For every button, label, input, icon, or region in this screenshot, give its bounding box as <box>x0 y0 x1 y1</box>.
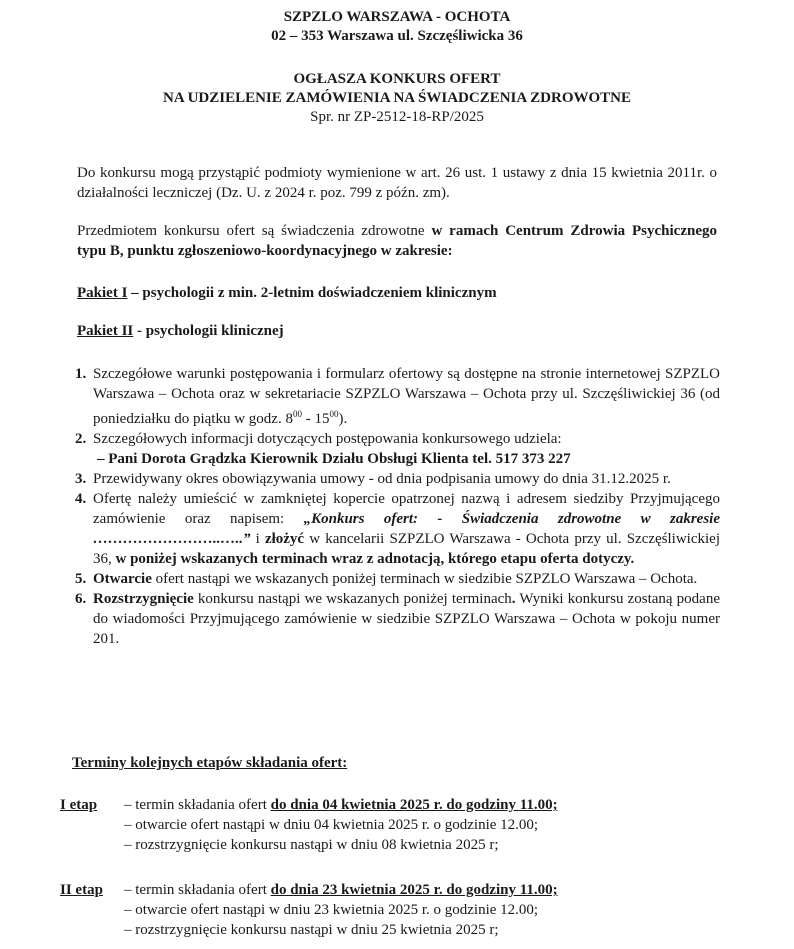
list-item <box>70 569 720 589</box>
package-1 <box>77 285 497 302</box>
list-item <box>70 429 720 449</box>
package-1-text: – psychologii z min. 2-letnim doświadczeniem klinicznym <box>127 285 497 301</box>
deadline-date: do dnia 04 kwietnia 2025 r. do godziny 11.00; <box>270 797 558 813</box>
item-number: 5. <box>75 571 87 587</box>
conditions-list <box>70 364 720 649</box>
item-text: - 15 <box>301 411 330 427</box>
item-number: 1. <box>75 366 87 382</box>
item-number: 2. <box>75 431 87 447</box>
stage-label: I etap <box>60 797 98 813</box>
letterhead <box>0 8 794 46</box>
superscript: 00 <box>292 409 302 419</box>
list-item <box>70 469 720 489</box>
stage-resolution: – rozstrzygnięcie konkursu nastąpi w dniu 08 kwietnia 2025 r; <box>124 837 499 853</box>
stage-lines <box>124 880 740 940</box>
item-bold: Rozstrzygnięcie <box>93 591 194 607</box>
item-text: Szczegółowych informacji dotyczących postępowania konkursowego udziela: <box>93 431 562 447</box>
deadline-date: do dnia 23 kwietnia 2025 r. do godziny 11.00; <box>270 882 558 898</box>
list-item <box>70 364 720 429</box>
item-number: 6. <box>75 591 87 607</box>
stage-1 <box>60 795 740 855</box>
superscript: 00 <box>329 409 339 419</box>
stage-opening: – otwarcie ofert nastąpi w dniu 04 kwietnia 2025 r. o godzinie 12.00; <box>124 817 539 833</box>
title-line-1: OGŁASZA KONKURS OFERT <box>293 71 501 87</box>
item-bold: w poniżej wskazanych terminach wraz z adnotacją, którego etapu oferta dotyczy. <box>115 551 635 567</box>
item-number: 4. <box>75 491 87 507</box>
item-bold: złożyć <box>264 531 305 547</box>
stage-2 <box>60 880 740 940</box>
item-text: Ofertę należy umieścić w zamkniętej kopercie opatrzonej nazwą i adresem siedziby Przyjmującego zamówienie oraz napisem: <box>93 491 720 527</box>
stage-lines <box>124 795 740 855</box>
eligibility-paragraph: Do konkursu mogą przystąpić podmioty wymienione w art. 26 ust. 1 ustawy z dnia 15 kwietnia 2011r. o działalności leczniczej (Dz. U. z 2024 r. poz. 799 z późn. zm). <box>77 165 717 201</box>
stage-deadline <box>124 795 740 815</box>
package-1-label: Pakiet I <box>77 285 128 301</box>
item-text: konkursu nastąpi we wskazanych poniżej terminach <box>193 591 512 607</box>
item-text: ). <box>338 411 348 427</box>
case-reference: Spr. nr ZP-2512-18-RP/2025 <box>310 109 484 125</box>
item-text: w kancelarii SZPZLO Warszawa - Ochota przy ul. Szczęśliwickiej 36, <box>93 531 720 567</box>
item-bold: . <box>511 591 516 607</box>
subject-paragraph <box>77 221 717 261</box>
stage-opening: – otwarcie ofert nastąpi w dniu 23 kwietnia 2025 r. o godzinie 12.00; <box>124 902 539 918</box>
item-number: 3. <box>75 471 87 487</box>
stage-label: II etap <box>60 882 103 898</box>
envelope-label: „Konkurs ofert: - Świadczenia zdrowotne w zakresie ……………………..…..” <box>93 511 720 547</box>
item-bold: Otwarcie <box>93 571 152 587</box>
list-item <box>70 589 720 649</box>
item-text: Wyniki konkursu zostaną podane do wiadomości Przyjmującego zamówienie w siedzibie SZPZLO Warszawa – Ochota w pokoju numer 201. <box>93 591 720 647</box>
list-item <box>70 489 720 569</box>
contact-person: – Pani Dorota Grądzka Kierownik Działu Obsługi Klienta tel. 517 373 227 <box>97 451 571 467</box>
announcement-title <box>0 70 794 127</box>
package-2 <box>77 323 284 340</box>
item-text: i <box>250 531 265 547</box>
subject-scope: w ramach Centrum Zdrowia Psychicznego typu B, punktu zgłoszeniowo-koordynacyjnego w zakresie: <box>77 223 717 259</box>
item-text: ofert nastąpi we wskazanych poniżej terminach w siedzibie SZPZLO Warszawa – Ochota. <box>151 571 698 587</box>
title-line-2: NA UDZIELENIE ZAMÓWIENIA NA ŚWIADCZENIA ZDROWOTNE <box>162 90 631 106</box>
stage-deadline <box>124 880 740 900</box>
deadline-text: – termin składania ofert <box>124 882 271 898</box>
item-text: Szczegółowe warunki postępowania i formularz ofertowy są dostępne na stronie internetowej SZPZLO Warszawa – Ochota oraz w sekretariacie SZPZLO Warszawa – Ochota przy ul. Szczęśliwickiej 36 (od poniedziałku do piątku w godz. 8 <box>93 366 720 427</box>
schedule-title: Terminy kolejnych etapów składania ofert: <box>72 755 348 771</box>
subject-text: Przedmiotem konkursu ofert są świadczenia zdrowotne <box>77 223 432 239</box>
item-text: Przewidywany okres obowiązywania umowy - od dnia podpisania umowy do dnia 31.12.2025 r. <box>93 471 671 487</box>
organization-address: 02 – 353 Warszawa ul. Szczęśliwicka 36 <box>271 28 523 44</box>
package-2-text: - psychologii klinicznej <box>133 323 284 339</box>
stage-resolution: – rozstrzygnięcie konkursu nastąpi w dniu 25 kwietnia 2025 r; <box>124 922 499 938</box>
package-2-label: Pakiet II <box>77 323 134 339</box>
organization-name: SZPZLO WARSZAWA - OCHOTA <box>283 9 511 25</box>
deadline-text: – termin składania ofert <box>124 797 271 813</box>
